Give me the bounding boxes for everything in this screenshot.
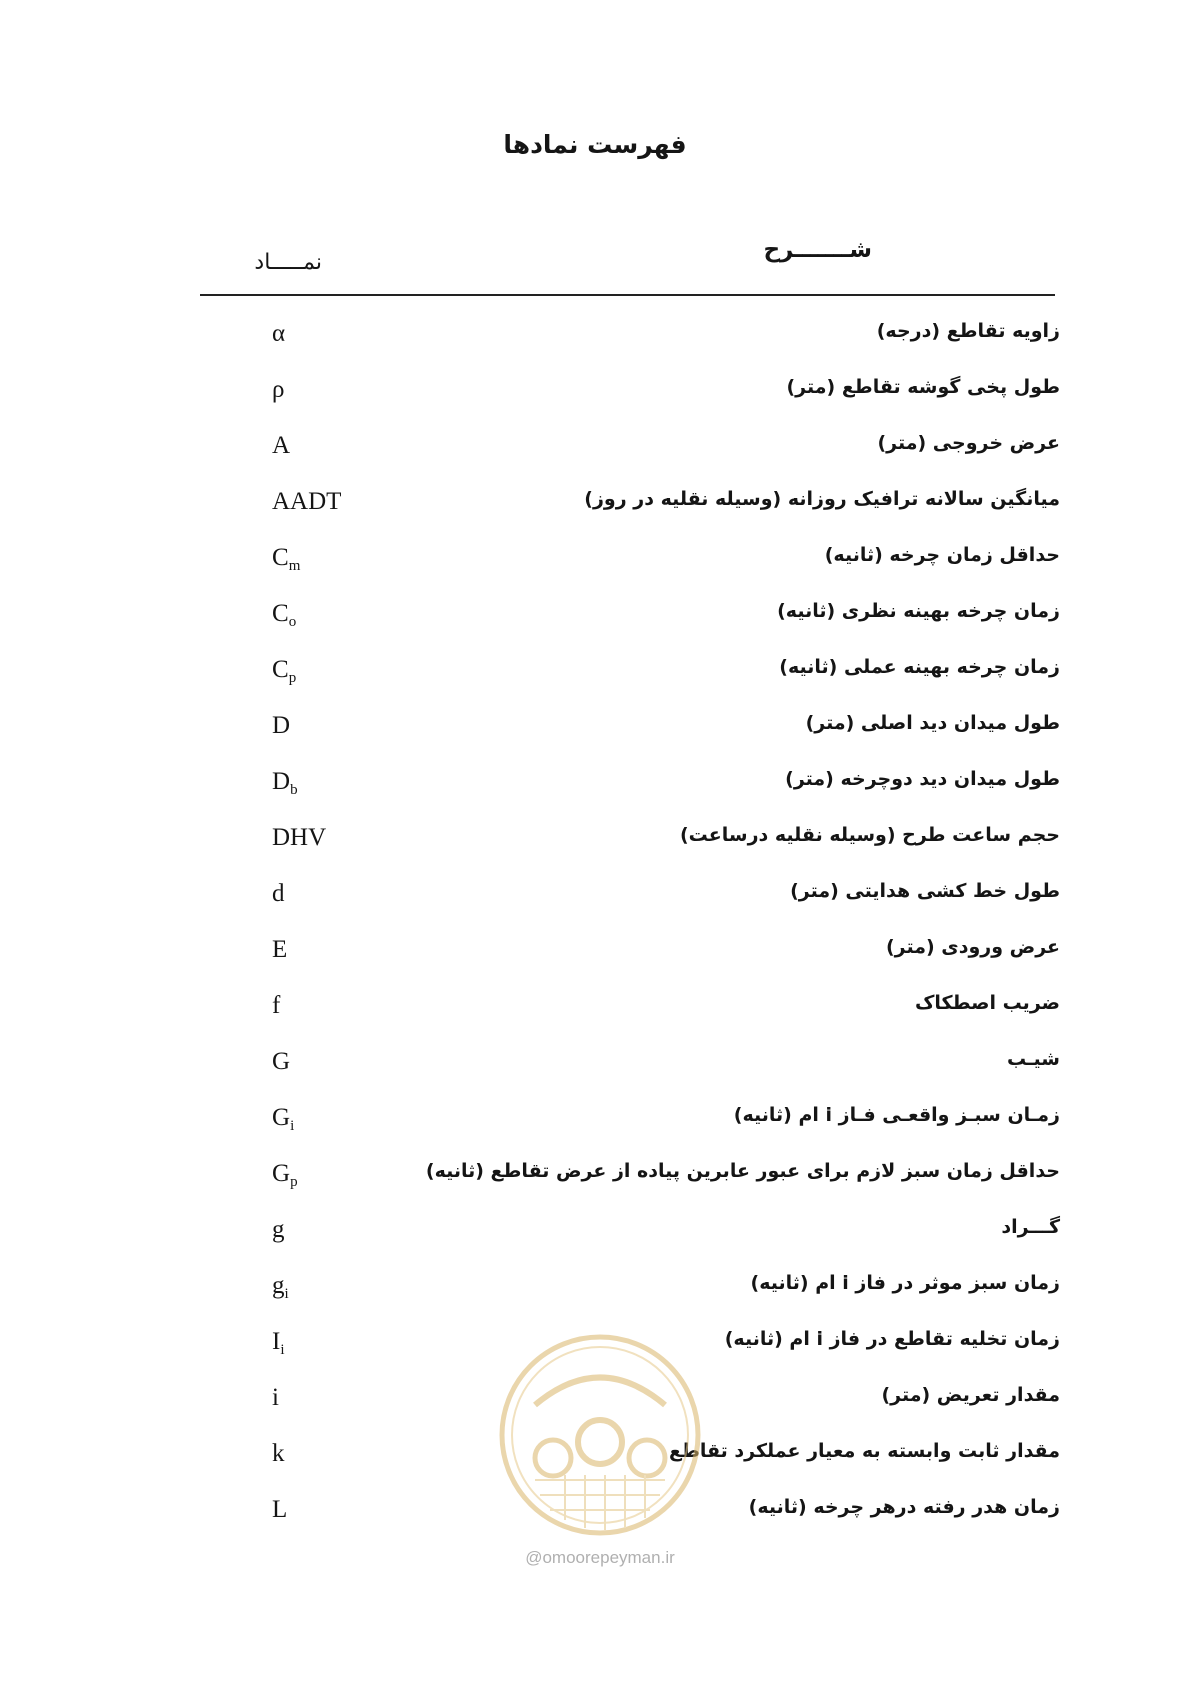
- symbol-base: I: [272, 1328, 281, 1355]
- symbol: [272, 432, 290, 460]
- symbol-row: [200, 818, 1060, 874]
- symbol: [272, 1328, 285, 1359]
- symbol-base: DHV: [272, 824, 327, 851]
- symbol-row: [200, 426, 1060, 482]
- symbol-description: طول خط کشی هدایتی (متر): [790, 880, 1060, 902]
- symbol-description: عرض خروجی (متر): [877, 432, 1060, 454]
- symbol-description: زمان سبز موثر در فاز i ام (ثانیه): [750, 1272, 1060, 1294]
- symbol-description: زمان چرخه بهینه عملی (ثانیه): [779, 656, 1060, 678]
- symbol-row: [200, 1042, 1060, 1098]
- symbol-row: [200, 650, 1060, 706]
- symbol-base: C: [272, 544, 289, 571]
- symbol-subscript: m: [288, 558, 301, 574]
- symbol: [272, 320, 285, 348]
- symbol-description: ضریب اصطکاک: [914, 992, 1060, 1014]
- symbol-subscript: b: [290, 782, 298, 798]
- symbol-row: [200, 482, 1060, 538]
- symbol-description: طول میدان دید دوچرخه (متر): [785, 768, 1060, 790]
- symbol-base: g: [272, 1272, 285, 1299]
- symbol-row: [200, 1210, 1060, 1266]
- page-title: فهرست نمادها: [503, 130, 687, 159]
- symbol-row: [200, 1266, 1060, 1322]
- symbol-base: C: [272, 600, 289, 627]
- symbol-description: زمـان سبـز واقعـی فـاز i ام (ثانیه): [733, 1104, 1060, 1126]
- symbol-description: زمان هدر رفته درهر چرخه (ثانیه): [748, 1496, 1060, 1518]
- symbol: [272, 1272, 289, 1303]
- symbol-description: زمان چرخه بهینه نظری (ثانیه): [777, 600, 1060, 622]
- symbol-base: C: [272, 656, 289, 683]
- symbol-base: k: [272, 1440, 285, 1467]
- symbol-base: ρ: [272, 376, 285, 403]
- symbol-base: G: [272, 1160, 291, 1187]
- symbol-description: طول پخی گوشه تقاطع (متر): [786, 376, 1060, 398]
- symbol-subscript: i: [284, 1286, 289, 1302]
- symbol-base: E: [272, 936, 288, 963]
- symbol-base: D: [272, 768, 291, 795]
- symbol: [272, 880, 285, 908]
- symbol-description: شیـب: [1006, 1048, 1060, 1070]
- symbol: [272, 1440, 285, 1468]
- symbol-row: [200, 706, 1060, 762]
- symbol-base: f: [272, 992, 281, 1019]
- symbol-description: طول میدان دید اصلی (متر): [805, 712, 1060, 734]
- symbol-base: d: [272, 880, 285, 907]
- symbol: [272, 768, 298, 799]
- symbol-row: [200, 874, 1060, 930]
- symbol-subscript: o: [288, 614, 297, 630]
- symbol-description: زمان تخلیه تقاطع در فاز i ام (ثانیه): [724, 1328, 1060, 1350]
- symbol-base: i: [272, 1384, 279, 1411]
- symbol-base: D: [272, 712, 291, 739]
- symbol: [272, 488, 341, 516]
- symbol-subscript: p: [288, 670, 297, 686]
- symbol-description: زاویه تقاطع (درجه): [876, 320, 1060, 342]
- symbol: [272, 376, 284, 404]
- publisher-seal-icon: [495, 1330, 705, 1540]
- symbol-description: حداقل زمان چرخه (ثانیه): [824, 544, 1060, 566]
- symbol: [272, 600, 296, 631]
- symbol-base: A: [272, 432, 291, 459]
- symbol-description: مقدار ثابت وابسته به معیار عملکرد تقاطع: [668, 1440, 1060, 1462]
- symbol-subscript: i: [290, 1118, 295, 1134]
- symbol-description: میانگین سالانه ترافیک روزانه (وسیله نقلیه در روز): [584, 488, 1060, 510]
- symbol-base: G: [272, 1104, 291, 1131]
- symbol-row: [200, 370, 1060, 426]
- header-divider: [200, 294, 1055, 296]
- symbol: [272, 1216, 285, 1244]
- symbol-row: [200, 1098, 1060, 1154]
- symbol-base: G: [272, 1048, 291, 1075]
- symbol-base: α: [272, 320, 286, 347]
- watermark-text: @omoorepeyman.ir: [525, 1548, 675, 1567]
- symbol: [272, 936, 287, 964]
- symbol-row: [200, 930, 1060, 986]
- symbol-subscript: p: [290, 1174, 298, 1190]
- symbol-description: مقدار تعریض (متر): [881, 1384, 1060, 1406]
- symbol-description: حداقل زمان سبز لازم برای عبور عابرین پیاده از عرض تقاطع (ثانیه): [425, 1160, 1060, 1182]
- symbol-row: [200, 594, 1060, 650]
- symbol: [272, 1160, 298, 1191]
- symbol: [272, 712, 290, 740]
- symbol: [272, 992, 280, 1020]
- symbol-description: حجم ساعت طرح (وسیله نقلیه درساعت): [679, 824, 1060, 846]
- symbol: [272, 1384, 279, 1412]
- symbol-row: [200, 538, 1060, 594]
- symbol: [272, 1048, 290, 1076]
- symbol-row: [200, 986, 1060, 1042]
- symbol-description: گـــراد: [1001, 1216, 1060, 1238]
- description-column-header: شـــــــرح: [763, 237, 872, 263]
- symbol: [272, 1496, 287, 1524]
- symbol-base: g: [272, 1216, 285, 1243]
- symbol-row: [200, 1154, 1060, 1210]
- symbol: [272, 544, 300, 575]
- symbol: [272, 824, 326, 852]
- symbol-row: [200, 314, 1060, 370]
- symbol-row: [200, 762, 1060, 818]
- symbol-base: L: [272, 1496, 288, 1523]
- symbol-description: عرض ورودی (متر): [885, 936, 1060, 958]
- symbol-base: AADT: [272, 488, 342, 515]
- symbol-column-header: نمـــــاد: [254, 250, 322, 275]
- symbol: [272, 656, 296, 687]
- symbol: [272, 1104, 294, 1135]
- symbol-subscript: i: [280, 1342, 285, 1358]
